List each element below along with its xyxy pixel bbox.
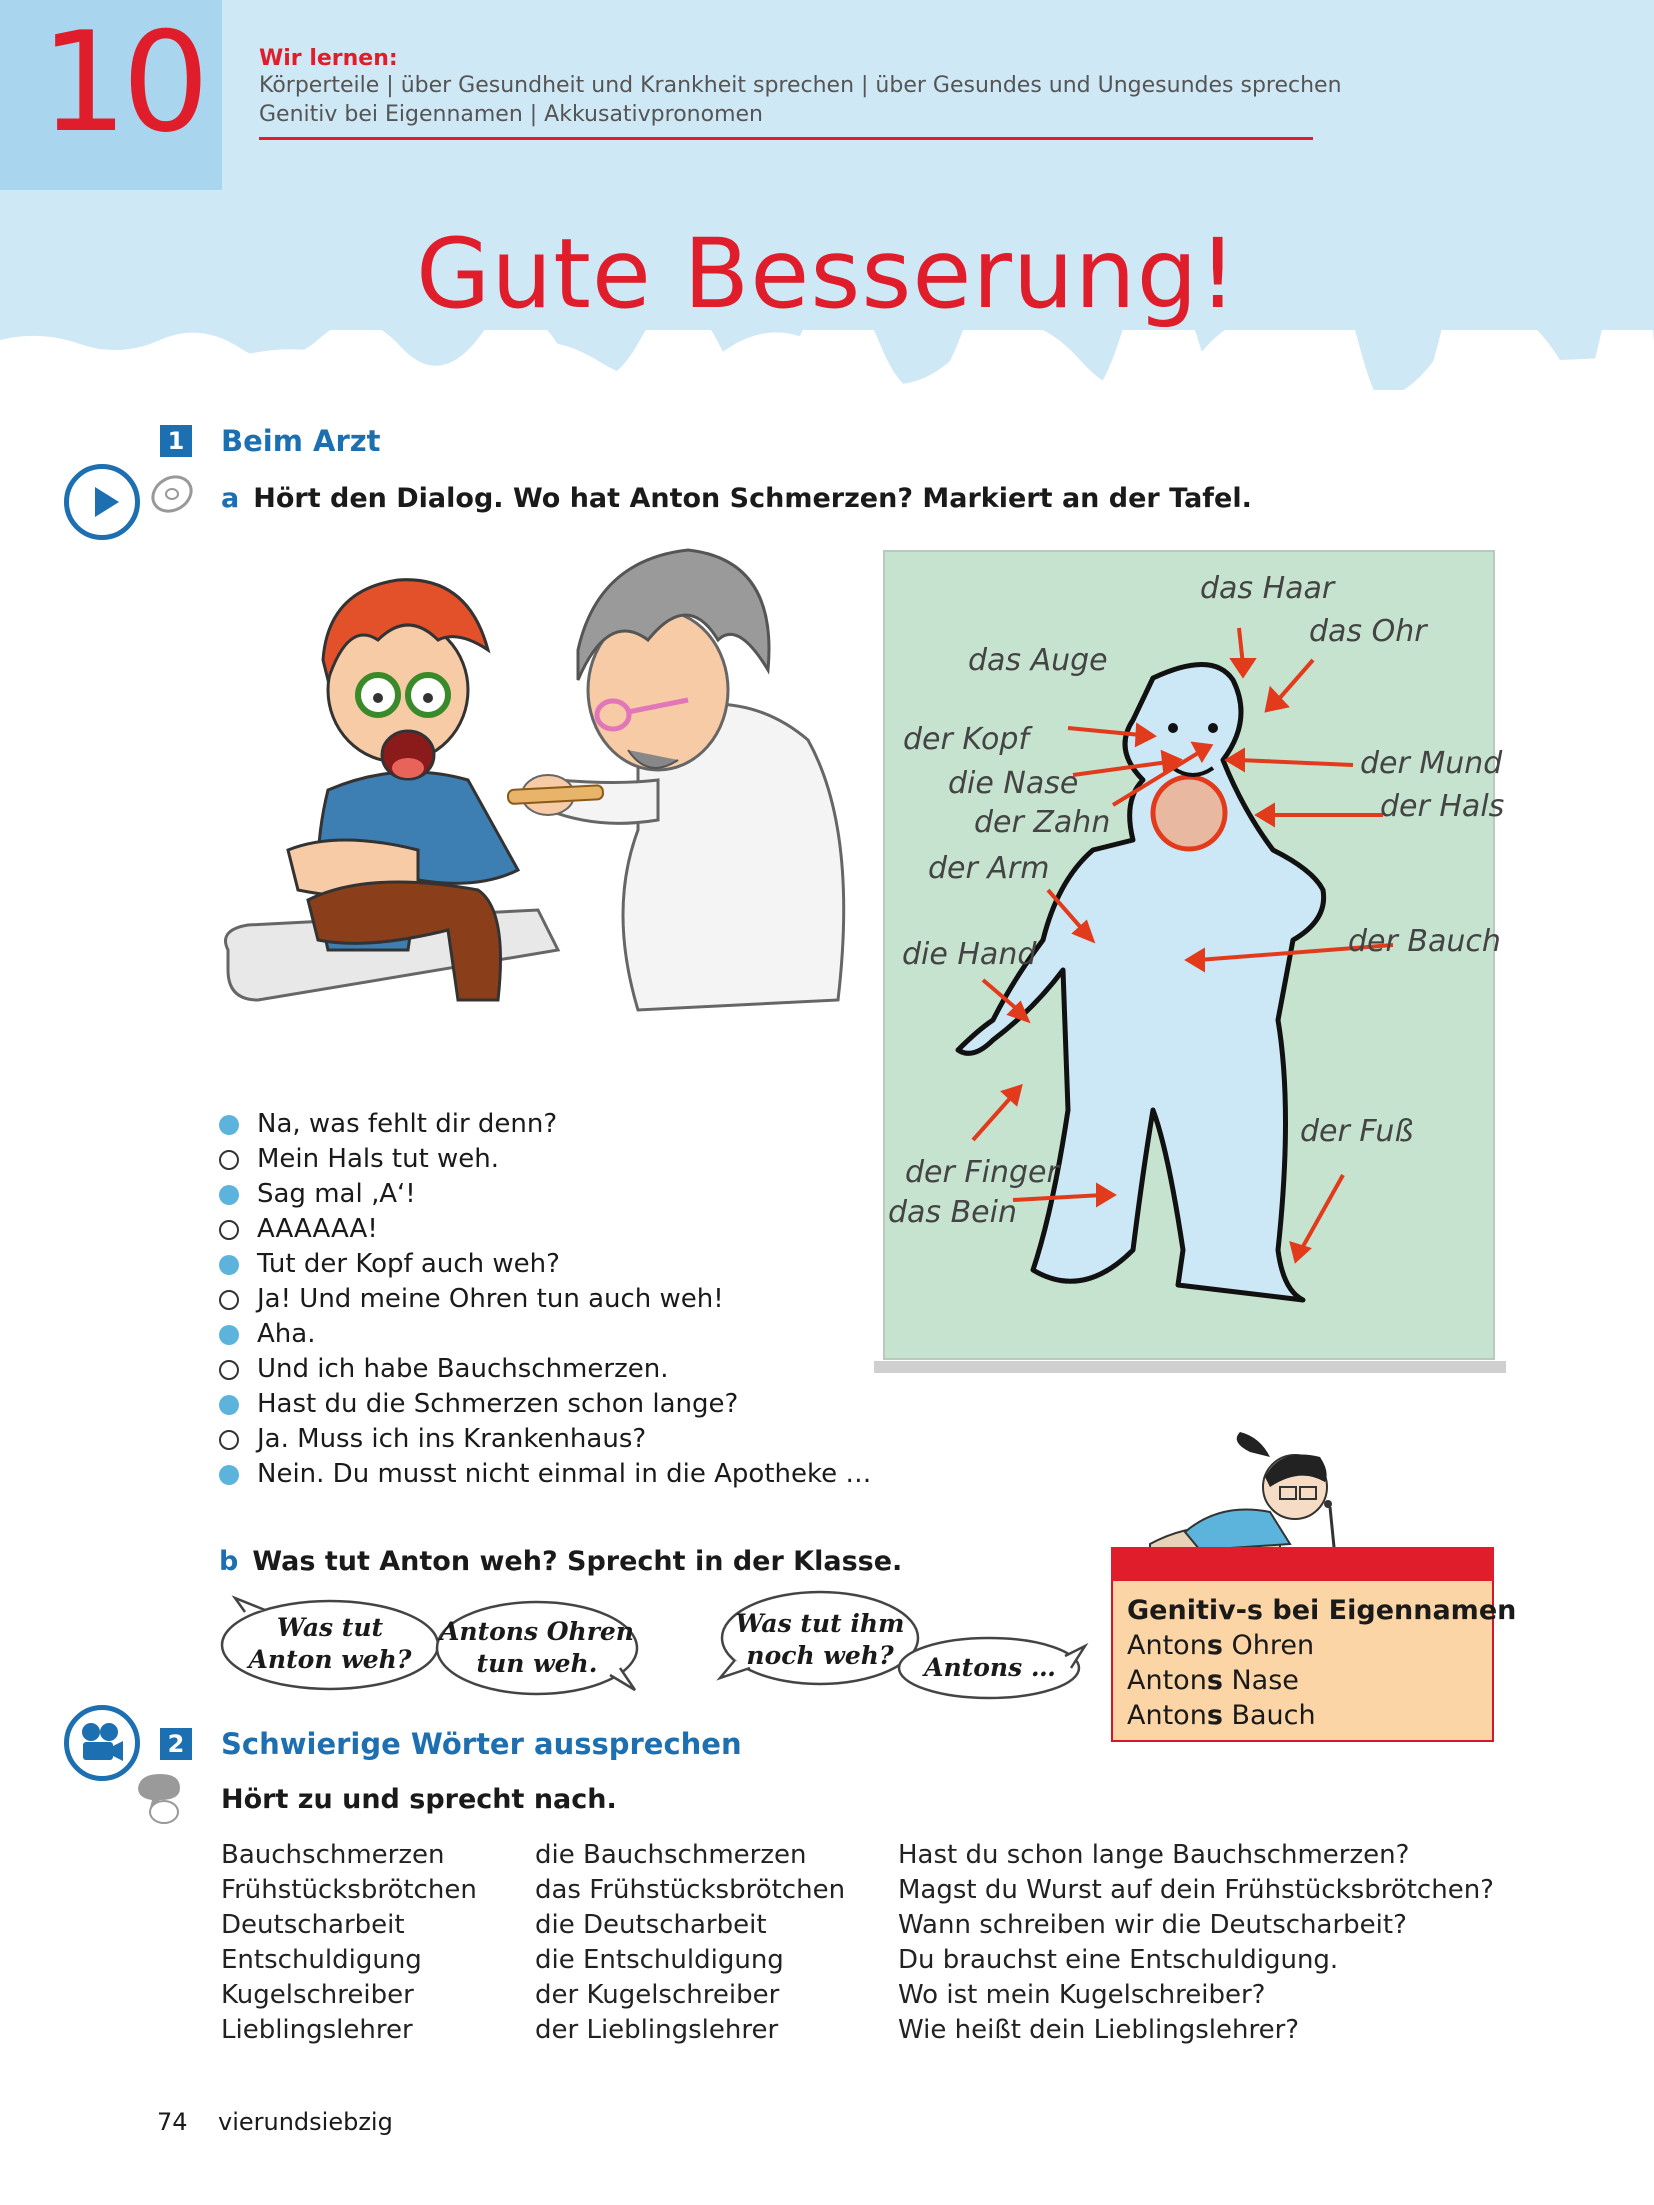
label-hals: der Hals xyxy=(1380,789,1505,824)
grammar-box-title: Genitiv-s bei Eigennamen xyxy=(1127,1595,1517,1626)
sentence-column xyxy=(898,1838,1494,2048)
film-camera-icon xyxy=(69,1710,135,1776)
word-item: Entschuldigung xyxy=(221,1945,422,1975)
chapter-number: 10 xyxy=(40,2,204,163)
word-column-1 xyxy=(221,1838,477,2048)
label-nase: die Nase xyxy=(948,766,1079,801)
sentence-item: Wo ist mein Kugelschreiber? xyxy=(898,1980,1266,2010)
sentence-item: Du brauchst eine Entschuldigung. xyxy=(898,1945,1339,1975)
bubble-2: Antons Ohren tun weh. xyxy=(440,1617,634,1678)
word-item: das Frühstücksbrötchen xyxy=(535,1875,846,1905)
anton-marker xyxy=(219,1430,239,1450)
bubble-3: Was tut ihm noch weh? xyxy=(735,1609,905,1670)
grammar-example: Antons Ohren xyxy=(1127,1630,1315,1661)
doctor-examines-anton-illustration xyxy=(218,530,858,1020)
sentence-item: Hast du schon lange Bauchschmerzen? xyxy=(898,1840,1410,1870)
anton-marker xyxy=(219,1290,239,1310)
speak-cd-icon xyxy=(130,1768,192,1830)
word-item: der Lieblingslehrer xyxy=(535,2015,779,2045)
cd-icon xyxy=(148,470,196,518)
section-1-title: Beim Arzt xyxy=(221,424,381,458)
label-hand: die Hand xyxy=(902,937,1037,972)
label-haar: das Haar xyxy=(1200,571,1335,606)
word-column-2 xyxy=(535,1838,845,2048)
learning-goals-title: Wir lernen: xyxy=(259,46,398,71)
doctor-marker xyxy=(219,1395,239,1415)
word-item: der Kugelschreiber xyxy=(535,1980,780,2010)
anton-marker xyxy=(219,1360,239,1380)
learning-goals-line1: Körperteile | über Gesundheit und Krankheit sprechen | über Gesundes und Ungesundes sprechen xyxy=(259,73,1342,98)
grammar-example: Antons Bauch xyxy=(1127,1700,1316,1731)
header-divider xyxy=(259,137,1313,140)
task-1b-text: Was tut Anton weh? Sprecht in der Klasse. xyxy=(252,1546,903,1577)
sentence-item: Wie heißt dein Lieblingslehrer? xyxy=(898,2015,1300,2045)
word-item: Frühstücksbrötchen xyxy=(221,1875,477,1905)
page-number-word: vierundsiebzig xyxy=(218,2108,393,2136)
dialogue-line: Sag mal ‚A‘! xyxy=(219,1177,871,1212)
word-item: Kugelschreiber xyxy=(221,1980,414,2010)
word-item: Bauchschmerzen xyxy=(221,1840,445,1870)
label-fuss: der Fuß xyxy=(1300,1114,1414,1149)
task-1b-letter: b xyxy=(219,1546,239,1577)
section-1-number: 1 xyxy=(160,425,192,457)
anton-marker xyxy=(219,1220,239,1240)
page-title: Gute Besserung! xyxy=(415,218,1239,330)
word-item: die Deutscharbeit xyxy=(535,1910,767,1940)
label-bein: das Bein xyxy=(888,1195,1017,1230)
task-1a-letter: a xyxy=(221,483,240,514)
label-bauch: der Bauch xyxy=(1348,924,1501,959)
word-item: Deutscharbeit xyxy=(221,1910,405,1940)
sentence-item: Magst du Wurst auf dein Frühstücksbrötchen? xyxy=(898,1875,1494,1905)
doctor-marker xyxy=(219,1115,239,1135)
dialogue-line: Ja! Und meine Ohren tun auch weh! xyxy=(219,1282,871,1317)
dialogue-line: Tut der Kopf auch weh? xyxy=(219,1247,871,1282)
label-zahn: der Zahn xyxy=(974,805,1111,840)
label-auge: das Auge xyxy=(968,643,1108,678)
doctor-marker xyxy=(219,1255,239,1275)
task-1a xyxy=(221,483,1252,514)
label-mund: der Mund xyxy=(1360,746,1503,781)
task-1a-text: Hört den Dialog. Wo hat Anton Schmerzen? Markiert an der Tafel. xyxy=(253,483,1252,514)
dialogue-line: Mein Hals tut weh. xyxy=(219,1142,871,1177)
label-arm: der Arm xyxy=(928,851,1050,886)
audio-play-button[interactable] xyxy=(64,464,140,540)
dialogue-line: Und ich habe Bauchschmerzen. xyxy=(219,1352,871,1387)
dialogue-line: Nein. Du musst nicht einmal in die Apotheke … xyxy=(219,1457,871,1492)
word-item: die Bauchschmerzen xyxy=(535,1840,807,1870)
label-finger: der Finger xyxy=(905,1155,1059,1190)
video-button[interactable] xyxy=(64,1705,140,1781)
learning-goals-line2: Genitiv bei Eigennamen | Akkusativpronomen xyxy=(259,102,763,127)
chalkboard-ledge xyxy=(874,1361,1506,1373)
page-number: 74 xyxy=(157,2108,188,2136)
dialogue-line: Hast du die Schmerzen schon lange? xyxy=(219,1387,871,1422)
section-2-task: Hört zu und sprecht nach. xyxy=(221,1784,617,1815)
word-item: Lieblingslehrer xyxy=(221,2015,413,2045)
grammar-box-header-bar xyxy=(1111,1547,1494,1581)
dialogue-line: Ja. Muss ich ins Krankenhaus? xyxy=(219,1422,871,1457)
word-item: die Entschuldigung xyxy=(535,1945,784,1975)
play-icon xyxy=(69,469,135,535)
label-ohr: das Ohr xyxy=(1309,614,1427,649)
girl-illustration xyxy=(1130,1432,1360,1562)
doctor-marker xyxy=(219,1465,239,1485)
dialogue-list xyxy=(219,1107,871,1492)
section-2-title: Schwierige Wörter aussprechen xyxy=(221,1727,742,1761)
torn-paper-edge xyxy=(0,330,1654,390)
grammar-example: Antons Nase xyxy=(1127,1665,1299,1696)
dialogue-line: Na, was fehlt dir denn? xyxy=(219,1107,871,1142)
dialogue-line: AAAAAA! xyxy=(219,1212,871,1247)
doctor-marker xyxy=(219,1185,239,1205)
sentence-item: Wann schreiben wir die Deutscharbeit? xyxy=(898,1910,1407,1940)
bubble-4: Antons … xyxy=(924,1653,1056,1682)
dialogue-line: Aha. xyxy=(219,1317,871,1352)
bubble-1: Was tut Anton weh? xyxy=(248,1613,412,1674)
label-kopf: der Kopf xyxy=(903,722,1029,757)
task-1b xyxy=(219,1546,902,1577)
doctor-marker xyxy=(219,1325,239,1345)
anton-marker xyxy=(219,1150,239,1170)
section-2-number: 2 xyxy=(160,1728,192,1760)
